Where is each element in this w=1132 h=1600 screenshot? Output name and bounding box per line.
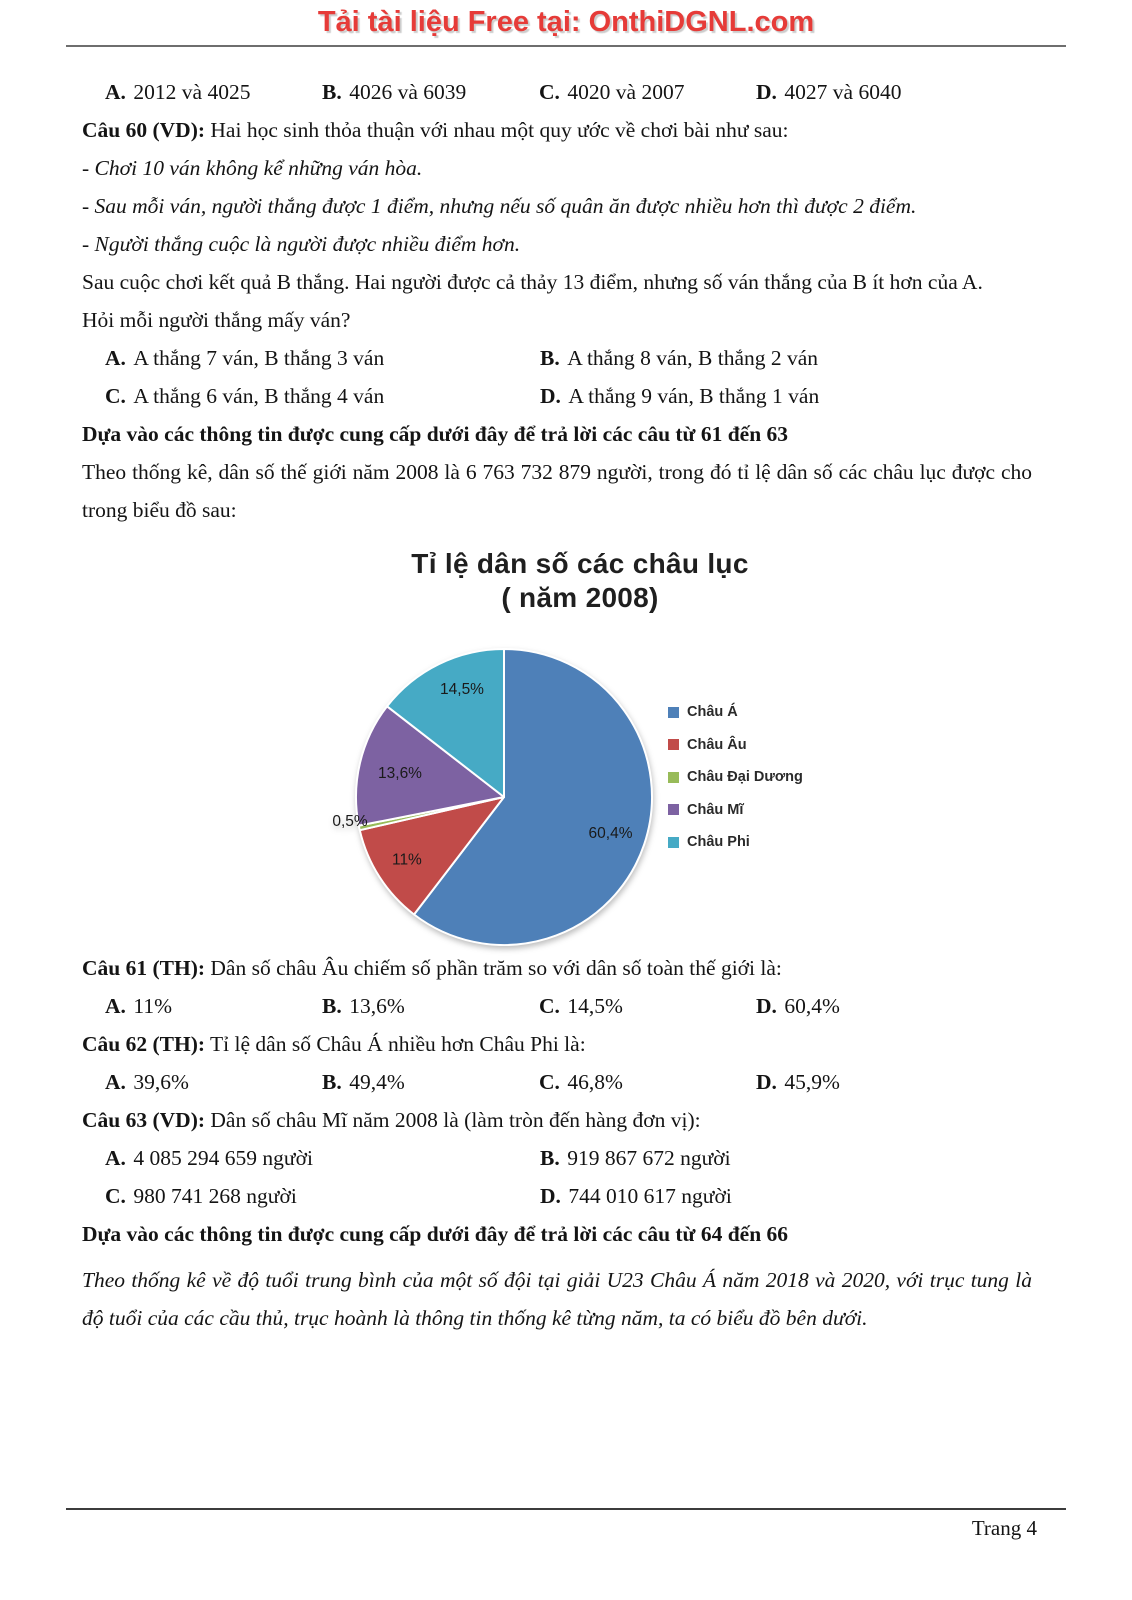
q62-option-d bbox=[756, 1063, 1032, 1101]
legend-label: Châu Phi bbox=[687, 834, 750, 850]
legend-label: Châu Đại Dương bbox=[687, 769, 803, 785]
pie-data-label: 0,5% bbox=[332, 813, 368, 830]
option-text: 744 010 617 người bbox=[568, 1184, 732, 1208]
legend-item bbox=[668, 701, 803, 723]
q62-label: Câu 62 (TH): bbox=[82, 1032, 206, 1056]
option-text: 4 085 294 659 người bbox=[133, 1146, 313, 1170]
option-text: 919 867 672 người bbox=[567, 1146, 731, 1170]
option-text: 4026 và 6039 bbox=[349, 80, 467, 104]
option-letter: D. bbox=[756, 1070, 777, 1094]
option-letter: C. bbox=[539, 994, 560, 1018]
option-letter: C. bbox=[539, 80, 560, 104]
option-text: 60,4% bbox=[784, 994, 840, 1018]
q60-stem bbox=[82, 111, 1032, 149]
q62-option-b bbox=[322, 1063, 539, 1101]
q60-option-b bbox=[540, 339, 1032, 377]
q63-option-b bbox=[540, 1139, 1032, 1177]
section61-heading: Dựa vào các thông tin được cung cấp dưới đây để trả lời các câu từ 61 đến 63 bbox=[82, 422, 789, 446]
legend-item bbox=[668, 799, 803, 821]
q60-options-row-1 bbox=[82, 339, 1032, 377]
pie-data-label: 13,6% bbox=[378, 765, 422, 782]
q60-options-row-2 bbox=[82, 377, 1032, 415]
q59-option-d bbox=[756, 73, 1032, 111]
option-letter: A. bbox=[105, 1070, 126, 1094]
q61-option-a bbox=[105, 987, 322, 1025]
q60-rule-2: - Sau mỗi ván, người thắng được 1 điểm, nhưng nếu số quân ăn được nhiều hơn thì được 2 điểm. bbox=[82, 194, 917, 218]
legend-swatch bbox=[668, 837, 679, 848]
option-letter: D. bbox=[540, 1184, 561, 1208]
q63-stem-text: Dân số châu Mĩ năm 2008 là (làm tròn đến hàng đơn vị): bbox=[210, 1108, 701, 1132]
option-letter: B. bbox=[322, 994, 342, 1018]
legend-label: Châu Mĩ bbox=[687, 801, 744, 818]
q62-stem bbox=[82, 1025, 1032, 1063]
q60-rule-1: - Chơi 10 ván không kể những ván hòa. bbox=[82, 156, 423, 180]
option-letter: D. bbox=[756, 80, 777, 104]
q61-option-c bbox=[539, 987, 756, 1025]
option-text: 39,6% bbox=[133, 1070, 189, 1094]
option-letter: D. bbox=[756, 994, 777, 1018]
option-letter: A. bbox=[105, 1146, 126, 1170]
q62-stem-text: Tỉ lệ dân số Châu Á nhiều hơn Châu Phi là: bbox=[210, 1032, 586, 1056]
legend-swatch bbox=[668, 804, 679, 815]
section64-intro: Theo thống kê về độ tuổi trung bình của một số đội tại giải U23 Châu Á năm 2018 và 2020, với trục tung là độ tuổi của các cầu thủ, trục hoành là thông tin thống kê từng năm, ta có biểu đồ bên dưới. bbox=[82, 1268, 1032, 1330]
legend-label: Châu Âu bbox=[687, 736, 747, 753]
page-content bbox=[0, 47, 1132, 1337]
option-text: A thắng 7 ván, B thắng 3 ván bbox=[133, 346, 385, 370]
legend-item bbox=[668, 766, 803, 788]
chart-title bbox=[230, 547, 930, 615]
option-letter: B. bbox=[540, 1146, 560, 1170]
q60-rule-3: - Người thắng cuộc là người được nhiều điểm hơn. bbox=[82, 232, 521, 256]
option-text: 14,5% bbox=[567, 994, 623, 1018]
q63-option-c bbox=[105, 1177, 540, 1215]
legend-swatch bbox=[668, 772, 679, 783]
option-text: 45,9% bbox=[784, 1070, 840, 1094]
option-letter: B. bbox=[322, 1070, 342, 1094]
q60-stem-text: Hai học sinh thỏa thuận với nhau một quy ước về chơi bài như sau: bbox=[210, 118, 789, 142]
q59-option-c bbox=[539, 73, 756, 111]
option-text: 11% bbox=[133, 994, 173, 1018]
section61-intro: Theo thống kê, dân số thế giới năm 2008 là 6 763 732 879 người, trong đó tỉ lệ dân số các châu lục được cho trong biểu đồ sau: bbox=[82, 460, 1032, 522]
chart-legend bbox=[668, 701, 803, 864]
q60-question: Hỏi mỗi người thắng mấy ván? bbox=[82, 308, 351, 332]
option-letter: C. bbox=[105, 1184, 126, 1208]
option-letter: C. bbox=[105, 384, 126, 408]
option-letter: B. bbox=[540, 346, 560, 370]
option-letter: B. bbox=[322, 80, 342, 104]
page-number: Trang 4 bbox=[971, 1516, 1037, 1540]
legend-item bbox=[668, 734, 803, 756]
q60-option-d bbox=[540, 377, 1032, 415]
pie-data-label: 11% bbox=[391, 851, 422, 869]
q61-option-d bbox=[756, 987, 1032, 1025]
q60-option-a bbox=[105, 339, 540, 377]
q61-option-b bbox=[322, 987, 539, 1025]
option-text: 49,4% bbox=[349, 1070, 405, 1094]
legend-swatch bbox=[668, 707, 679, 718]
q61-options-row bbox=[82, 987, 1032, 1025]
option-letter: A. bbox=[105, 80, 126, 104]
option-text: 980 741 268 người bbox=[133, 1184, 297, 1208]
chart-title-line1: Tỉ lệ dân số các châu lục bbox=[411, 548, 749, 579]
option-text: 13,6% bbox=[349, 994, 405, 1018]
q63-option-d bbox=[540, 1177, 1032, 1215]
q61-stem-text: Dân số châu Âu chiếm số phần trăm so với dân số toàn thế giới là: bbox=[210, 956, 782, 980]
option-text: A thắng 8 ván, B thắng 2 ván bbox=[567, 346, 819, 370]
pie-chart-figure bbox=[82, 529, 1032, 949]
pie-data-label: 60,4% bbox=[588, 825, 633, 843]
option-letter: A. bbox=[105, 994, 126, 1018]
q63-stem bbox=[82, 1101, 1032, 1139]
chart-title-line2: ( năm 2008) bbox=[501, 582, 659, 613]
option-text: 46,8% bbox=[567, 1070, 623, 1094]
q63-options-row-2 bbox=[82, 1177, 1032, 1215]
q59-options-row bbox=[82, 73, 1032, 111]
option-letter: A. bbox=[105, 346, 126, 370]
legend-swatch bbox=[668, 739, 679, 750]
q59-option-b bbox=[322, 73, 539, 111]
option-text: 4020 và 2007 bbox=[567, 80, 685, 104]
option-text: 4027 và 6040 bbox=[784, 80, 902, 104]
q62-options-row bbox=[82, 1063, 1032, 1101]
promo-header-link[interactable]: Tải tài liệu Free tại: OnthiDGNL.com bbox=[317, 6, 815, 38]
option-letter: C. bbox=[539, 1070, 560, 1094]
option-text: A thắng 9 ván, B thắng 1 ván bbox=[568, 384, 820, 408]
pie-chart bbox=[322, 637, 682, 957]
q63-option-a bbox=[105, 1139, 540, 1177]
footer-divider bbox=[66, 1508, 1066, 1510]
section64-heading: Dựa vào các thông tin được cung cấp dưới đây để trả lời các câu từ 64 đến 66 bbox=[82, 1222, 789, 1246]
legend-item bbox=[668, 831, 803, 853]
q60-label: Câu 60 (VD): bbox=[82, 118, 206, 142]
q59-option-a bbox=[105, 73, 322, 111]
legend-label: Châu Á bbox=[687, 704, 738, 720]
pie-data-label: 14,5% bbox=[440, 681, 484, 698]
q62-option-c bbox=[539, 1063, 756, 1101]
q63-options-row-1 bbox=[82, 1139, 1032, 1177]
q60-option-c bbox=[105, 377, 540, 415]
option-text: A thắng 6 ván, B thắng 4 ván bbox=[133, 384, 385, 408]
q60-result: Sau cuộc chơi kết quả B thắng. Hai người được cả thảy 13 điểm, nhưng số ván thắng của B ít hơn của A. bbox=[82, 270, 983, 294]
q62-option-a bbox=[105, 1063, 322, 1101]
q61-label: Câu 61 (TH): bbox=[82, 956, 206, 980]
option-text: 2012 và 4025 bbox=[133, 80, 251, 104]
option-letter: D. bbox=[540, 384, 561, 408]
q63-label: Câu 63 (VD): bbox=[82, 1108, 206, 1132]
